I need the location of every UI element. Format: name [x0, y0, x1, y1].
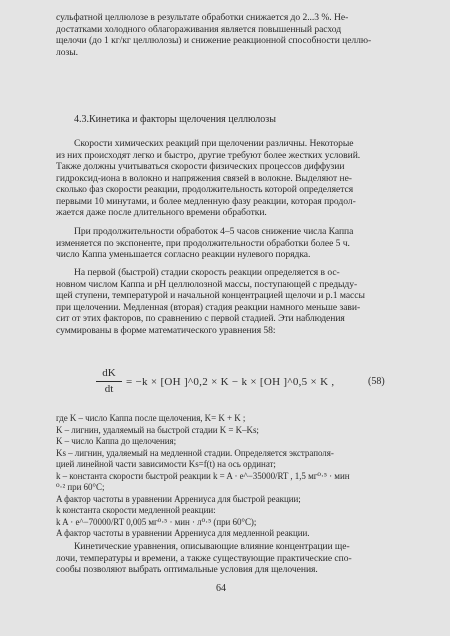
text-line: Кинетические уравнения, описывающие влияние концентрации ще-: [74, 541, 350, 552]
definition-line: K – лигнин, удаляемый на быстрой стадии K = K–Ks;: [56, 424, 259, 435]
text-line: сульфатной целлюлозе в результате обработки снижается до 2...3 %. Не-: [56, 12, 349, 23]
text-line: при щелочении. Медленная (вторая) стадия реакции намного меньше зави-: [56, 301, 361, 313]
definition-line: k константа скорости медленной реакции:: [56, 505, 216, 515]
text-line: сколько фаз скорости реакции, продолжительность которой определяется: [56, 184, 354, 195]
text-line: щей ступени, температурой и начальной концентрацией щелочи и р.1 массы: [56, 290, 365, 301]
kinetic-equation: [96, 367, 396, 407]
definition-line: где K – число Каппа после щелочения, K= K + K ;: [56, 413, 246, 423]
text-line: лозы.: [56, 46, 78, 58]
equation-fraction: [96, 367, 122, 396]
equation-rhs: = −k × [OH ]^0,2 × K − k × [OH ]^0,5 × K ,: [126, 376, 335, 388]
definition-line: A фактор частоты в уравнении Аррениуса для медленной реакции.: [56, 528, 310, 538]
equation-denominator: dt: [104, 383, 114, 395]
text-line: сит от этих факторов, по сравнению с первой стадией. Эти наблюдения: [56, 313, 345, 324]
equation-numerator: dK: [102, 367, 116, 379]
text-line: гидроксид-иона в волокно и напряжения связей в волокне. Выделяют не-: [56, 172, 352, 184]
paragraph-4: [56, 541, 352, 576]
text-line: лочи, температуры и времени, а также существующие практические спо-: [56, 552, 352, 564]
definition-line: K – число Каппа до щелочения;: [56, 436, 177, 446]
definition-line: Ks – лигнин, удаляемый на медленной стадии. Определяется экстраполя-: [56, 447, 334, 458]
text-line: число Каппа уменьшается согласно реакции нулевого порядка.: [56, 249, 311, 260]
text-line: изменяется по экспоненте, при продолжительности обработки более 5 ч.: [56, 237, 350, 249]
text-line: из них происходят легко и быстро, другие требуют более жестких условий.: [56, 149, 361, 161]
paragraph-1: [56, 138, 361, 219]
text-line: новном числом Каппа и рН целлюлозной массы, поступающей с предыду-: [56, 278, 358, 290]
definition-line: k – константа скорости быстрой реакции k = A · e^−35000/RT , 1,5 мг⁰·⁵ · мин: [56, 470, 350, 481]
text-line: Скорости химических реакций при щелочении различны. Некоторые: [74, 138, 354, 149]
top-paragraph: [56, 12, 371, 58]
definition-line: A фактор частоты в уравнении Аррениуса для быстрой реакции;: [56, 493, 301, 504]
text-line: Также должны учитываться скорости физических процессов диффузии: [56, 161, 345, 172]
definition-line: цией линейной части зависимости Ks=f(t) на ось ординат;: [56, 459, 276, 469]
definition-line: k A · e^−70000/RT 0,005 мг⁰·⁵ · мин · л⁰·⁵ (при 60°С);: [56, 516, 257, 527]
text-line: При продолжительности обработок 4–5 часов снижение числа Каппа: [74, 226, 354, 237]
text-line: первыми 10 минутами, и более медленную фазу реакции, которая продол-: [56, 195, 356, 207]
text-line: достатками холодного облагораживания является повышенный расход: [56, 23, 342, 35]
text-line: суммированы в форме математического уравнения 58:: [56, 324, 276, 336]
section-heading: 4.3.Кинетика и факторы щелочения целлюлозы: [74, 114, 276, 125]
text-line: жается даже после длительного времени обработки.: [56, 207, 267, 218]
paragraph-2: [56, 226, 354, 261]
text-line: сообы позволяют выбрать оптимальные условия для щелочения.: [56, 564, 318, 575]
paragraph-3: [56, 267, 365, 336]
text-line: На первой (быстрой) стадии скорость реакции определяется в ос-: [74, 267, 340, 278]
equation-number: (58): [368, 376, 385, 387]
page-number: 64: [216, 583, 226, 594]
definition-line: ⁰·² при 60°С;: [56, 482, 105, 492]
fraction-bar: [96, 381, 122, 382]
definitions-list: [56, 413, 349, 540]
text-line: щелочи (до 1 кг/кг целлюлозы) и снижение реакционной способности целлю-: [56, 35, 372, 46]
